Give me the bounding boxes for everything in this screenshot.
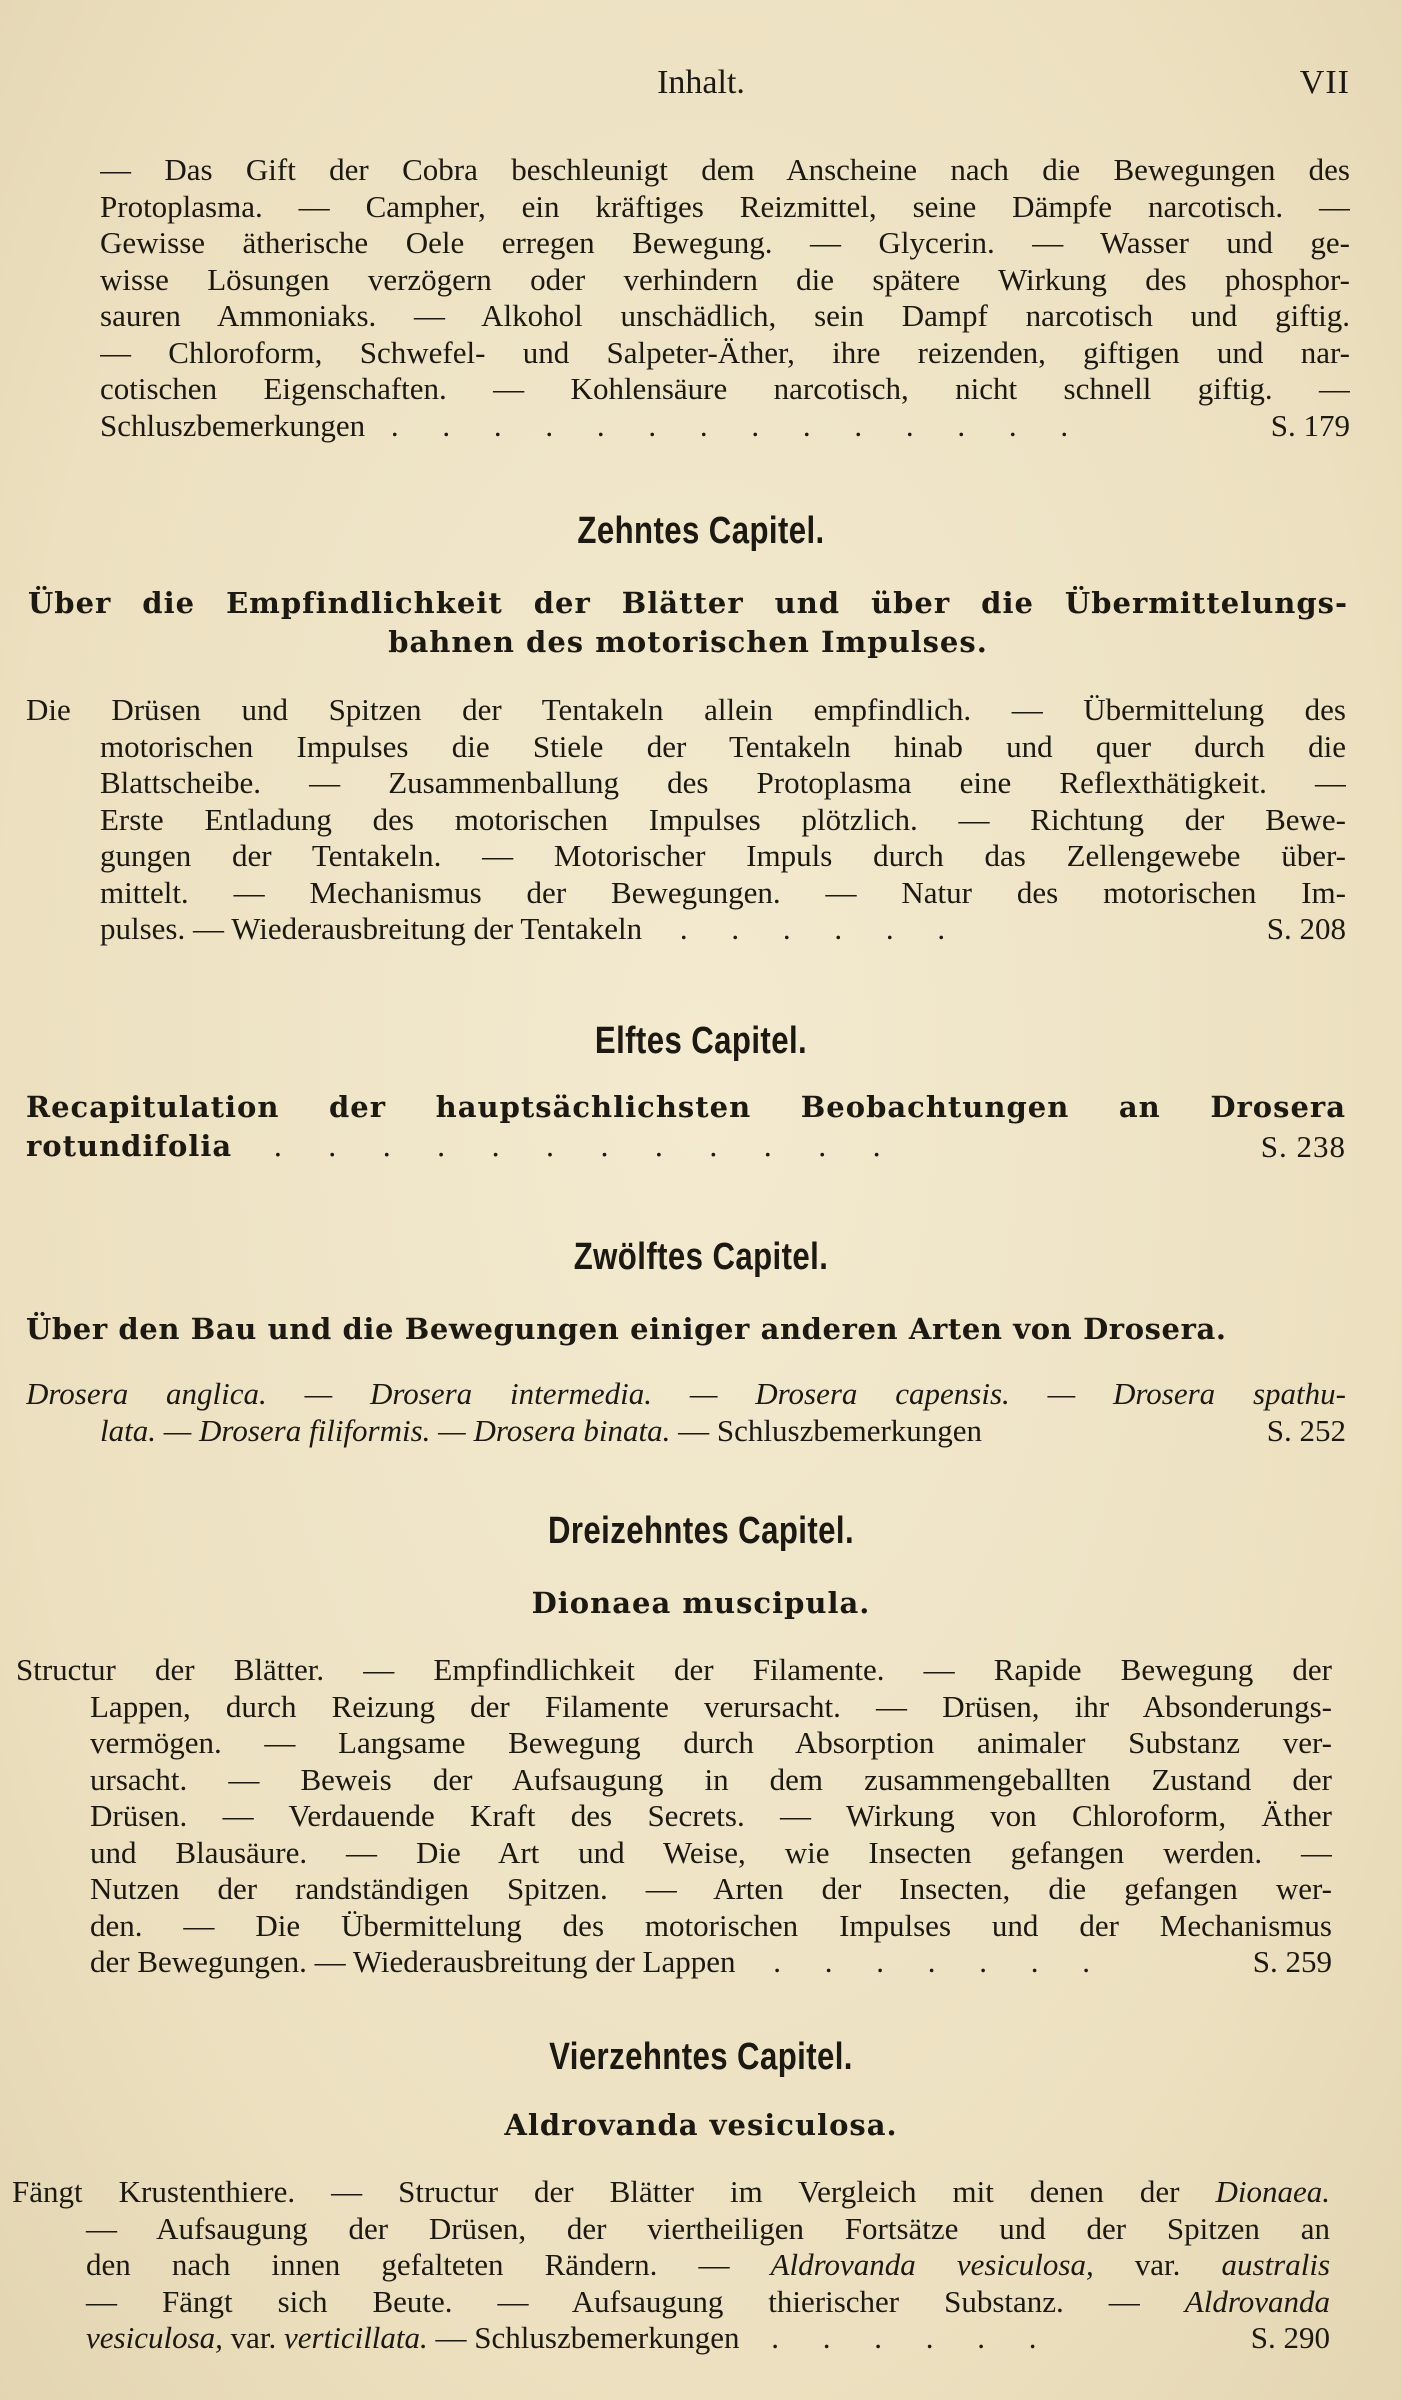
summary-line <box>12 2284 1330 2321</box>
page-reference: S. 259 <box>1252 1944 1332 1979</box>
summary-line: sauren Ammoniaks. — Alkohol unschädlich, sein Dampf narcotisch und giftig. <box>100 298 1350 333</box>
summary-line: mittelt. — Mechanismus der Bewegungen. — Natur des motorischen Im- <box>100 874 1346 910</box>
summary-line: Lappen, durch Reizung der Filamente verursacht. — Drüsen, ihr Absonderungs- <box>90 1688 1332 1724</box>
summary-line: Drosera anglica. — Drosera intermedia. — Drosera capensis. — Drosera spathu- <box>26 1376 1346 1411</box>
summary-text-italic: Aldrovanda <box>1184 2283 1330 2319</box>
summary-text-italic: australis <box>1221 2247 1330 2282</box>
summary-line: vermögen. — Langsame Bewegung durch Absorption animaler Substanz ver- <box>90 1725 1332 1760</box>
page-reference: S. 290 <box>1250 2320 1330 2355</box>
summary-line-last <box>16 1944 1332 1981</box>
leader-dots: . . . . . . . . . . . . . . <box>390 407 1087 443</box>
summary-text: — Fängt sich Beute. — Aufsaugung thierischer Substanz. — <box>86 2283 1140 2319</box>
summary-line: motorischen Impulses die Stiele der Tentakeln hinab und quer durch die <box>100 728 1346 764</box>
chapter-14-summary <box>12 2174 1330 2357</box>
summary-line: gungen der Tentakeln. — Motorischer Impuls durch das Zellengewebe über- <box>100 838 1346 873</box>
summary-line: Erste Entladung des motorischen Impulses plötzlich. — Richtung der Bewe- <box>100 801 1346 837</box>
summary-text: den nach innen gefalteten Rändern. — <box>86 2247 730 2282</box>
summary-line: Drüsen. — Verdauende Kraft des Secrets. — Wirkung von Chloroform, Äther <box>90 1798 1332 1833</box>
page-reference: S. 179 <box>1270 407 1350 443</box>
subtitle-line: Über die Empfindlichkeit der Blätter und über die Übermittelungs- <box>28 586 1348 620</box>
subtitle-line: Recapitulation der hauptsächlichsten Beobachtungen an Drosera <box>26 1090 1346 1124</box>
chapter-11-title: Elftes Capitel. <box>594 1020 808 1062</box>
chapter-9-summary-tail <box>100 152 1350 444</box>
leader-dots: . . . . . . . <box>773 1944 1109 1979</box>
summary-line <box>12 2247 1330 2284</box>
chapter-13-title: Dreizehntes Capitel. <box>547 1510 855 1552</box>
summary-text: Fängt Krustenthiere. — Structur der Blätter im Vergleich mit denen der <box>12 2174 1180 2209</box>
chapter-12-title: Zwölftes Capitel. <box>573 1236 829 1278</box>
chapter-14-subtitle <box>0 2106 1402 2145</box>
summary-line: Structur der Blätter. — Empfindlichkeit der Filamente. — Rapide Bewegung der <box>16 1652 1332 1687</box>
summary-line <box>12 2174 1330 2211</box>
chapter-14-title: Vierzehntes Capitel. <box>549 2036 853 2078</box>
chapter-12-subtitle <box>26 1310 1346 1349</box>
summary-line-tail: — Schluszbemerkungen <box>678 1412 983 1448</box>
chapter-13-subtitle <box>0 1584 1402 1623</box>
subtitle-line-last <box>26 1127 1346 1166</box>
leader-dots: . . . . . . . . . . . . <box>273 1129 900 1163</box>
summary-line-text: pulses. — Wiederausbreitung der Tentakeln <box>100 911 643 946</box>
summary-line: — Das Gift der Cobra beschleunigt dem Anscheine nach die Bewegungen des <box>100 152 1350 187</box>
summary-line: den. — Die Übermittelung des motorischen Impulses und der Mechanismus <box>90 1907 1332 1943</box>
summary-text: var. <box>230 2320 277 2355</box>
summary-line: cotischen Eigenschaften. — Kohlensäure narcotisch, nicht schnell giftig. — <box>100 371 1350 406</box>
summary-line: und Blausäure. — Die Art und Weise, wie Insecten gefangen werden. — <box>90 1834 1332 1870</box>
summary-line: Gewisse ätherische Oele erregen Bewegung. — Glycerin. — Wasser und ge- <box>100 225 1350 260</box>
summary-line-last <box>100 408 1350 445</box>
page-number: VII <box>1299 64 1350 101</box>
chapter-13-summary <box>16 1652 1332 1981</box>
summary-line-last <box>26 1413 1346 1450</box>
chapter-12-summary <box>26 1376 1346 1449</box>
summary-line: ursacht. — Beweis der Aufsaugung in dem zusammengeballten Zustand der <box>90 1761 1332 1797</box>
leader-dots: . . . . . . <box>771 2320 1055 2355</box>
summary-line-last <box>12 2320 1330 2357</box>
summary-line: Protoplasma. — Campher, ein kräftiges Reizmittel, seine Dämpfe narcotisch. — <box>100 188 1350 224</box>
subtitle-line: bahnen des motorischen Impulses. <box>388 625 988 659</box>
summary-line: wisse Lösungen verzögern oder verhindern die spätere Wirkung des phosphor- <box>100 261 1350 297</box>
summary-text-italic: Dionaea. <box>1215 2174 1330 2209</box>
chapter-10-subtitle <box>28 584 1348 662</box>
summary-line: — Chloroform, Schwefel- und Salpeter-Äther, ihre reizenden, giftigen und nar- <box>100 334 1350 370</box>
chapter-10-title: Zehntes Capitel. <box>577 510 825 552</box>
summary-line-text: der Bewegungen. — Wiederausbreitung der Lappen <box>90 1944 736 1979</box>
summary-line: — Aufsaugung der Drüsen, der viertheiligen Fortsätze und der Spitzen an <box>86 2210 1330 2246</box>
page-reference: S. 238 <box>1260 1129 1346 1164</box>
summary-line-last <box>26 911 1346 948</box>
summary-line: Blattscheibe. — Zusammenballung des Protoplasma eine Reflexthätigkeit. — <box>100 765 1346 800</box>
summary-text: var. <box>1134 2247 1181 2282</box>
summary-text: — Schluszbemerkungen <box>435 2320 740 2355</box>
subtitle-line-text: rotundifolia <box>26 1129 233 1163</box>
summary-line: Die Drüsen und Spitzen der Tentakeln allein empfindlich. — Übermittelung des <box>26 692 1346 727</box>
chapter-10-summary <box>26 692 1346 948</box>
summary-line-text: Schluszbemerkungen <box>100 407 366 443</box>
summary-text-italic: verticillata. <box>284 2320 428 2355</box>
summary-line: Nutzen der randständigen Spitzen. — Arten der Insecten, die gefangen wer- <box>90 1871 1332 1906</box>
summary-text-italic: Aldrovanda vesiculosa, <box>770 2247 1094 2282</box>
page-reference: S. 208 <box>1266 911 1346 946</box>
chapter-11-subtitle <box>26 1088 1346 1166</box>
running-header <box>0 60 1402 110</box>
subtitle-line: Über den Bau und die Bewegungen einiger anderen Arten von Drosera. <box>26 1312 1227 1346</box>
page-reference: S. 252 <box>1266 1412 1346 1448</box>
header-title: Inhalt. <box>657 64 745 101</box>
subtitle-line: Aldrovanda vesiculosa. <box>504 2108 898 2142</box>
summary-line-text: lata. — Drosera filiformis. — Drosera binata. <box>100 1412 671 1448</box>
leader-dots: . . . . . . <box>679 911 964 946</box>
subtitle-line: Dionaea muscipula. <box>531 1586 871 1620</box>
summary-text-italic: vesiculosa, <box>86 2320 223 2355</box>
